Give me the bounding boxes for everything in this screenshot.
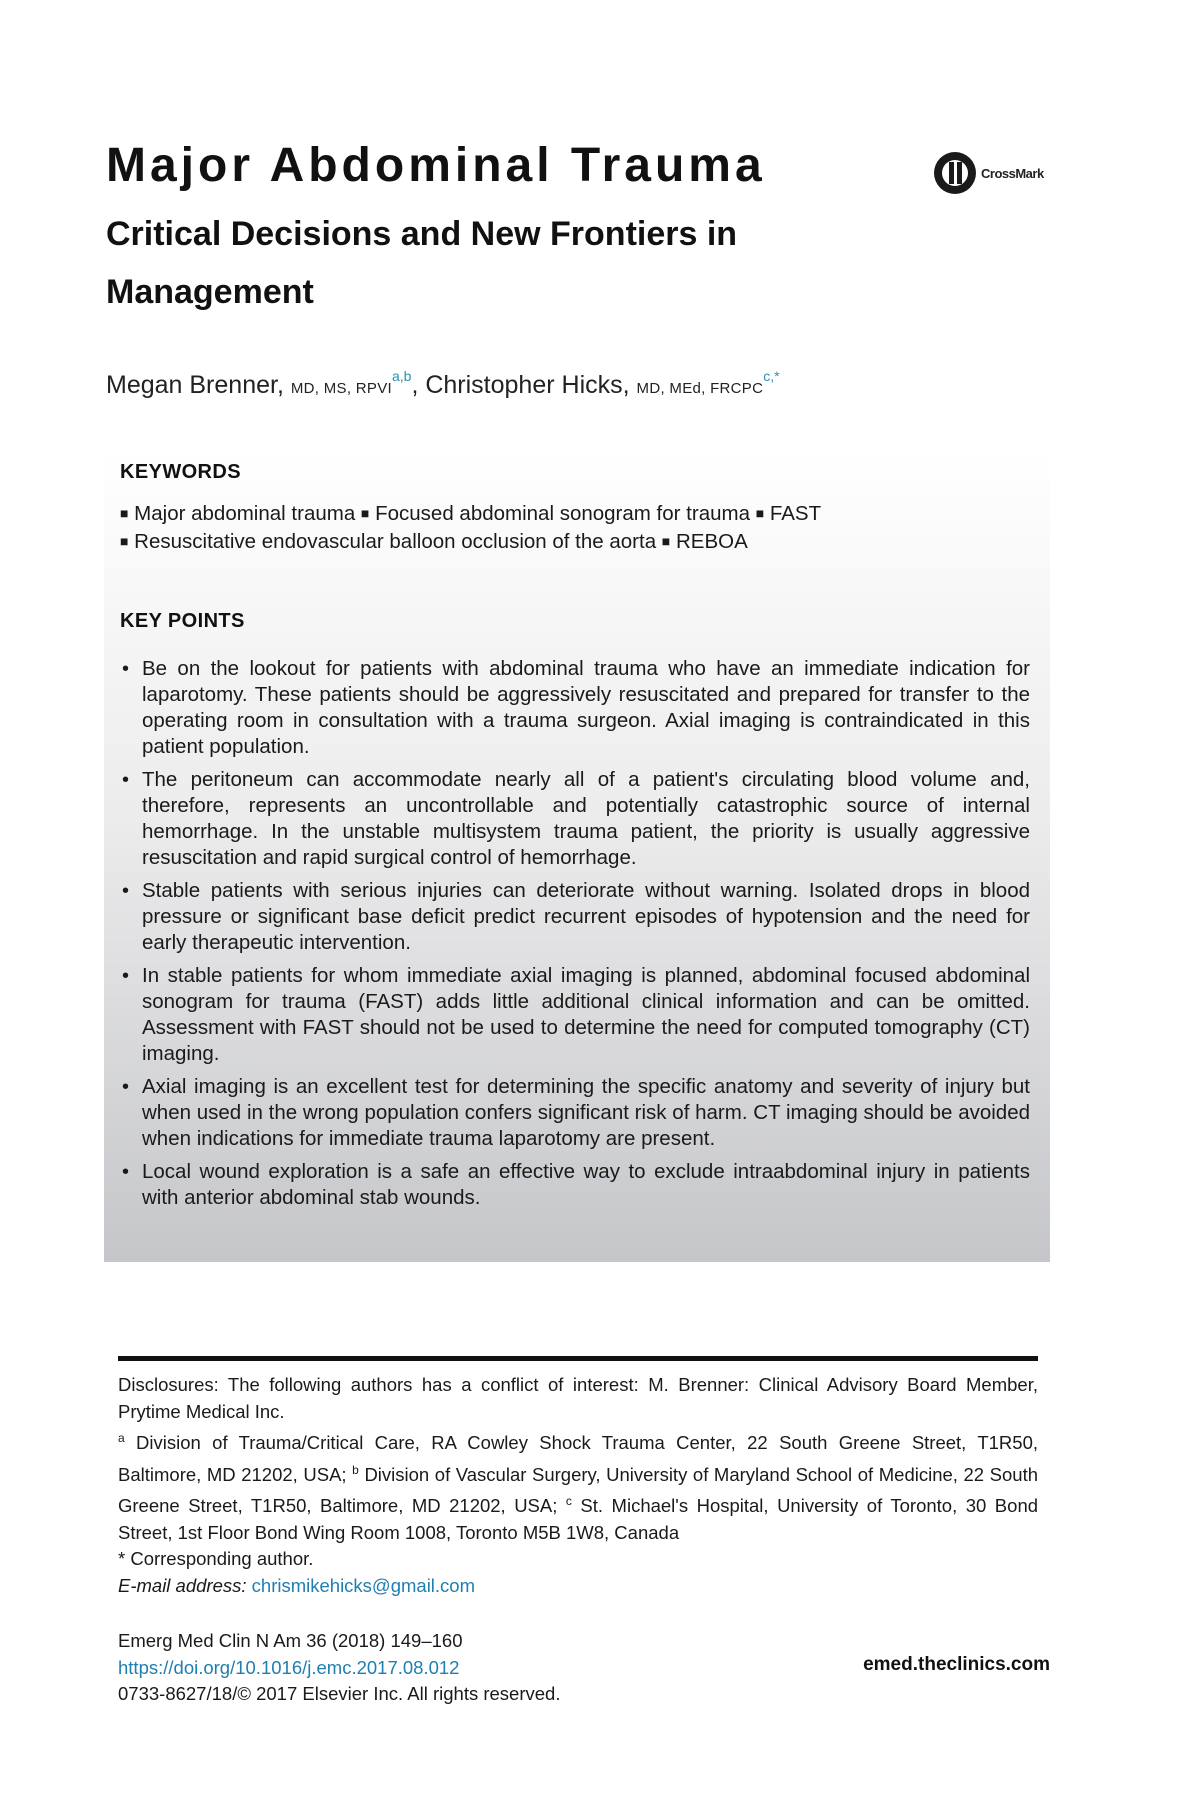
email-label: E-mail address: xyxy=(118,1574,247,1596)
key-point: • Be on the lookout for patients with abdominal trauma who have an immediate indication for laparotomy. These patients should be aggressively resuscitated and prepared for transfer to the operating room in consultation with a trauma surgeon. Axial imaging is contraindicated in this patient population. xyxy=(122,657,1030,758)
article-subtitle: Critical Decisions and New Frontiers in Management xyxy=(106,215,738,311)
bullet-icon: • xyxy=(122,1161,130,1183)
crossmark-icon xyxy=(932,150,978,196)
affiliation-mark: c xyxy=(565,1494,572,1509)
keywords-keypoints-box xyxy=(104,450,1050,1262)
author-credentials: MD, MEd, FRCPC xyxy=(636,380,764,397)
crossmark-label: CrossMark xyxy=(981,165,1044,181)
bullet-icon: • xyxy=(122,658,130,680)
journal-site[interactable]: emed.theclinics.com xyxy=(863,1654,1050,1675)
keywords-heading: KEYWORDS xyxy=(120,461,241,483)
affiliation-text: Division of Trauma/Critical Care, RA Cowley Shock Trauma Center, 22 South Greene Street, T1R50, Baltimore, MD 21202, USA; xyxy=(118,1432,1039,1485)
affiliation-text: Division of Vascular Surgery, University of Maryland School of Medicine, 22 South Greene Street, T1R50, Baltimore, MD 21202, USA; xyxy=(118,1463,1039,1517)
doi-link[interactable]: https://doi.org/10.1016/j.emc.2017.08.012 xyxy=(118,1656,460,1678)
author-affiliation-mark[interactable]: a,b xyxy=(391,368,412,384)
author-name: Christopher Hicks, xyxy=(425,371,630,399)
disclosures: Disclosures: The following authors has a conflict of interest: M. Brenner: Clinical Advisory Board Member, Prytime Medical Inc. xyxy=(118,1374,1038,1422)
article-title: Major Abdominal Trauma xyxy=(106,139,766,192)
author-affiliation-mark[interactable]: c,* xyxy=(763,368,780,384)
keywords-line xyxy=(120,530,748,554)
bullet-icon: • xyxy=(122,965,130,987)
bullet-icon: • xyxy=(122,1076,130,1098)
key-point: • In stable patients for whom immediate axial imaging is planned, abdominal focused abdominal sonogram for trauma (FAST) adds little additional clinical information and can be omitted. Assessment with FAST should not be used to determine the need for computed tomography (CT) imaging. xyxy=(122,964,1030,1065)
square-bullet-icon: ■ xyxy=(755,505,765,521)
corresponding-author-note: * Corresponding author. xyxy=(118,1548,314,1570)
affiliation-mark: b xyxy=(352,1462,359,1477)
square-bullet-icon: ■ xyxy=(661,533,671,549)
keywords-line xyxy=(120,502,821,526)
bullet-icon: • xyxy=(122,880,130,902)
square-bullet-icon: ■ xyxy=(120,505,129,521)
square-bullet-icon: ■ xyxy=(120,533,129,549)
footnotes xyxy=(118,1372,1038,1599)
journal-citation: Emerg Med Clin N Am 36 (2018) 149–160 xyxy=(118,1630,463,1651)
citation-block xyxy=(118,1628,560,1708)
author-name: Megan Brenner, xyxy=(106,371,284,399)
keyword: Major abdominal trauma xyxy=(134,502,356,525)
author-separator: , xyxy=(411,371,419,399)
footnote-divider xyxy=(118,1356,1038,1361)
keyword: Resuscitative endovascular balloon occlusion of the aorta xyxy=(134,530,657,553)
key-point: • Stable patients with serious injuries can deteriorate without warning. Isolated drops in blood pressure or significant base deficit predict recurrent episodes of hypotension and the need for early therapeutic intervention. xyxy=(122,879,1030,954)
affiliation-mark: a xyxy=(118,1431,125,1445)
affiliation-text: St. Michael's Hospital, University of Toronto, 30 Bond Street, 1st Floor Bond Wing Room 1008, Toronto M5B 1W8, Canada xyxy=(118,1495,1039,1543)
crossmark-badge[interactable] xyxy=(932,150,1044,196)
key-points-heading: KEY POINTS xyxy=(120,610,245,632)
keyword: Focused abdominal sonogram for trauma xyxy=(375,502,750,525)
key-point: • Axial imaging is an excellent test for determining the specific anatomy and severity of injury but when used in the wrong population confers significant risk of harm. CT imaging should be avoided when indications for immediate trauma laparotomy are present. xyxy=(122,1075,1030,1150)
square-bullet-icon: ■ xyxy=(360,505,370,521)
email-line xyxy=(118,1573,1038,1600)
copyright-line: 0733-8627/18/© 2017 Elsevier Inc. All rights reserved. xyxy=(118,1683,561,1704)
author-line xyxy=(106,368,780,400)
keyword: REBOA xyxy=(675,530,748,553)
keyword: FAST xyxy=(769,502,822,525)
key-point: • The peritoneum can accommodate nearly all of a patient's circulating blood volume and, therefore, represents an uncontrollable and potentially catastrophic source of internal hemorrhage. In the unstable multisystem trauma patient, the priority is usually aggressive resuscitation and rapid surgical control of hemorrhage. xyxy=(122,768,1030,869)
key-point: • Local wound exploration is a safe an effective way to exclude intraabdominal injury in patients with anterior abdominal stab wounds. xyxy=(122,1160,1030,1209)
key-points-list xyxy=(120,656,1030,1218)
author-credentials: MD, MS, RPVI xyxy=(290,380,392,397)
affiliations xyxy=(118,1425,1038,1546)
bullet-icon: • xyxy=(122,769,130,791)
email-link[interactable]: chrismikehicks@gmail.com xyxy=(251,1574,476,1596)
